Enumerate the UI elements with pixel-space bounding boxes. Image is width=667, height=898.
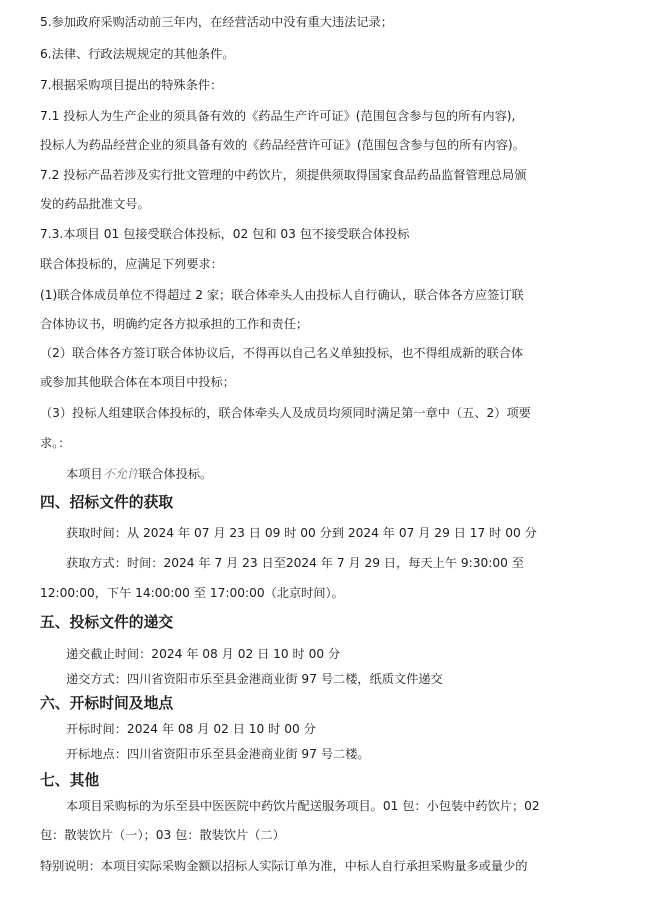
text-line: 6.法律、行政法规规定的其他条件。	[40, 47, 235, 61]
text-line: 发的药品批准文号。	[40, 197, 150, 211]
note-prefix: 本项目	[66, 467, 103, 481]
text-line: （3）投标人组建联合体投标的，联合体牵头人及成员均须同时满足第一章中（五、2）项要	[40, 406, 531, 420]
text-line: 联合体投标的，应满足下列要求：	[40, 257, 223, 271]
special-note: 特别说明：本项目实际采购金额以招标人实际订单为准，中标人自行承担采购量多或量少的	[40, 859, 528, 873]
text-line: 5.参加政府采购活动前三年内，在经营活动中没有重大违法记录；	[40, 15, 393, 29]
other-text: 包：散装饮片（一）；03 包：散装饮片（二）	[40, 828, 285, 842]
text-line: 或参加其他联合体在本项目中投标；	[40, 375, 235, 389]
get-method: 获取方式：时间：2024 年 7 月 23 日至2024 年 7 月 29 日，每天上午 9:30:00 至	[66, 556, 524, 570]
text-line: 7.1 投标人为生产企业的须具备有效的《药品生产许可证》(范围包含参与包的所有内容),	[40, 109, 516, 123]
text-line: 投标人为药品经营企业的须具备有效的《药品经营许可证》(范围包含参与包的所有内容)。	[40, 138, 525, 152]
note-suffix: 联合体投标。	[139, 467, 213, 481]
text-line: 求。：	[40, 436, 71, 450]
consortium-note	[66, 464, 666, 484]
text-line: 7.3.本项目 01 包接受联合体投标，02 包和 03 包不接受联合体投标	[40, 227, 410, 241]
note-italic: 不允许	[102, 467, 140, 481]
text-line: (1)联合体成员单位不得超过 2 家；联合体牵头人由投标人自行确认，联合体各方应签订联	[40, 288, 524, 302]
section-heading: 七、其他	[40, 772, 100, 789]
text-line: 7.2 投标产品若涉及实行批文管理的中药饮片，须提供须取得国家食品药品监督管理总局颁	[40, 168, 527, 182]
section-heading: 四、招标文件的获取	[40, 494, 174, 511]
get-time: 获取时间：从 2024 年 07 月 23 日 09 时 00 分到 2024 年 07 月 29 日 17 时 00 分	[66, 526, 537, 540]
opening-place: 开标地点：四川省资阳市乐至县金港商业街 97 号二楼。	[66, 747, 370, 761]
other-text: 本项目采购标的为乐至县中医医院中药饮片配送服务项目。01 包：小包装中药饮片；02	[66, 799, 540, 813]
submit-method: 递交方式：四川省资阳市乐至县金港商业街 97 号二楼，纸质文件递交	[66, 672, 443, 686]
get-method-cont: 12:00:00，下午 14:00:00 至 17:00:00（北京时间）。	[40, 586, 344, 600]
opening-time: 开标时间：2024 年 08 月 02 日 10 时 00 分	[66, 722, 316, 736]
submit-deadline: 递交截止时间：2024 年 08 月 02 日 10 时 00 分	[66, 647, 341, 661]
text-line: （2）联合体各方签订联合体协议后，不得再以自己名义单独投标，也不得组成新的联合体	[40, 346, 524, 360]
section-heading: 六、开标时间及地点	[40, 695, 174, 712]
text-line: 合体协议书，明确约定各方拟承担的工作和责任；	[40, 317, 309, 331]
text-line: 7.根据采购项目提出的特殊条件：	[40, 78, 223, 92]
section-heading: 五、投标文件的递交	[40, 614, 174, 631]
